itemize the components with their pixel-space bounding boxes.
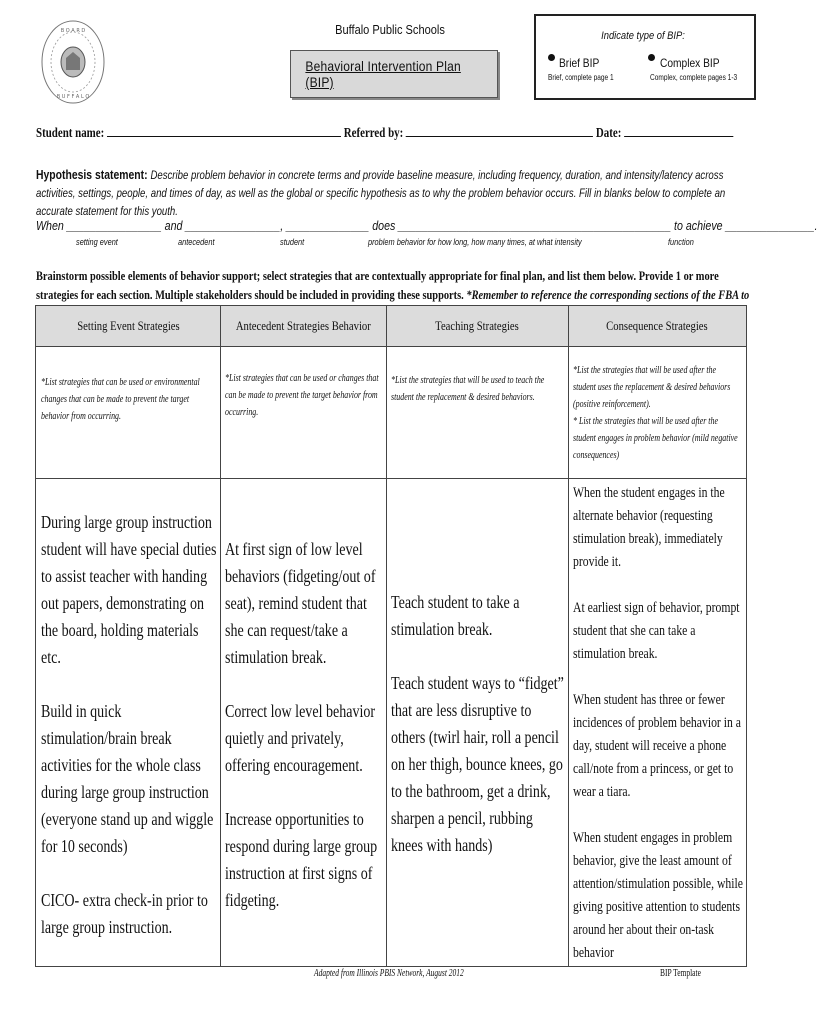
antecedent-blank[interactable]: ________________,: [185, 218, 284, 233]
hypothesis-fill-line: [36, 218, 817, 233]
sub-setting-event: setting event: [76, 237, 118, 247]
sub-problem-behavior: problem behavior for how long, how many times, at what intensity: [368, 237, 582, 247]
strategy-item: When student engages in problem behavior, give the least amount of attention/stimulation possible, while giving positive attention to students around her about their on-task behavior: [573, 830, 743, 961]
footer-template: BIP Template: [660, 968, 701, 979]
brief-bip-bullet[interactable]: [548, 54, 555, 61]
antecedent-strategies: [225, 536, 385, 914]
complex-bip-label: Complex BIP: [660, 56, 720, 70]
bip-title-box: [290, 50, 498, 98]
col-divider: [220, 306, 221, 966]
bip-title: Behavioral Intervention Plan (BIP): [305, 58, 461, 90]
date-label: Date:: [595, 126, 622, 141]
function-blank[interactable]: _______________.: [725, 218, 817, 233]
complex-bip-sub: Complex, complete pages 1-3: [650, 73, 738, 82]
consequence-strategies: [573, 482, 746, 965]
strategy-item: When the student engages in the alternate behavior (requesting stimulation break), immediately provide it.: [573, 485, 725, 570]
referred-by-field[interactable]: [406, 124, 593, 137]
header-antecedent: Antecedent Strategies Behavior: [235, 318, 371, 333]
col-divider: [568, 306, 569, 966]
hypothesis-instructions: Describe problem behavior in concrete terms and provide baseline measure, including frequency, duration, and intensity/latency across activities, settings, people, and times of day, as well as the global or specific hypothesis as to why the problem behavior occurs. Fill in blanks below to complete an accurate statement for this youth.: [36, 168, 726, 218]
svg-text:B U F F A L O: B U F F A L O: [56, 94, 90, 100]
brief-bip-label: Brief BIP: [559, 56, 600, 70]
header-teaching: Teaching Strategies: [435, 318, 519, 333]
hypothesis-statement: [36, 166, 740, 220]
bip-type-box: [534, 14, 756, 100]
instruction-consequence-positive: *List the strategies that will be used after the student uses the replacement & desired behaviors (positive reinforcement).: [573, 364, 731, 410]
referred-by-label: Referred by:: [343, 126, 404, 141]
strategy-item: At earliest sign of behavior, prompt student that she can take a stimulation break.: [573, 600, 740, 662]
setting-event-strategies: [41, 509, 217, 941]
brainstorm-note: *Remember to reference the corresponding sections of the FBA to: [466, 287, 750, 302]
strategy-item: Teach student ways to “fidget” that are less disruptive to others (twirl hair, roll a pencil on her thigh, bounce knees, go to the bathroom, get a drink, sharpen a pencil, rubbing knees with hands): [391, 673, 564, 855]
strategy-item: Teach student to take a stimulation break.: [391, 592, 520, 639]
does-word: does: [372, 218, 396, 233]
header-consequence: Consequence Strategies: [606, 318, 708, 333]
hypothesis-label: Hypothesis statement:: [36, 167, 148, 182]
strategy-item: Correct low level behavior quietly and privately, offering encouragement.: [225, 701, 376, 775]
sub-antecedent: antecedent: [178, 237, 215, 247]
instruction-setting-event: *List strategies that can be used or environmental changes that can be made to prevent the target behavior from occurring.: [41, 376, 200, 422]
student-name-field[interactable]: [107, 124, 341, 137]
brief-bip-sub: Brief, complete page 1: [548, 73, 614, 82]
strategy-table: [35, 305, 747, 967]
student-info-line: [36, 124, 733, 142]
strategy-item: During large group instruction student will have special duties to assist teacher with handing out papers, demonstrating on the board, holding materials etc.: [41, 512, 217, 667]
school-seal-logo: [40, 18, 106, 106]
teaching-strategies: [391, 589, 567, 859]
when-word: When: [36, 218, 64, 233]
and-word: and: [164, 218, 183, 233]
school-name: Buffalo Public Schools: [335, 22, 445, 37]
sub-function: function: [668, 237, 694, 247]
strategy-item: At first sign of low level behaviors (fidgeting/out of seat), remind student that she can request/take a stimulation break.: [225, 539, 376, 667]
strategy-item: Build in quick stimulation/brain break activities for the whole class during large group instruction (everyone stand up and wiggle for 10 seconds): [41, 701, 214, 856]
complex-bip-bullet[interactable]: [648, 54, 655, 61]
strategy-item: CICO- extra check-in prior to large group instruction.: [41, 890, 208, 937]
date-field[interactable]: [624, 124, 733, 137]
brainstorm-text: Brainstorm possible elements of behavior support; select strategies that are contextually appropriate for final plan, and list them below. Provide 1 or more strategies for each section. Multiple stakeholders should be included in providing these supports.: [36, 268, 719, 302]
strategy-item: Increase opportunities to respond during large group instruction at first signs of fidgeting.: [225, 809, 378, 910]
student-blank[interactable]: ______________: [286, 218, 370, 233]
instruction-consequence-negative: * List the strategies that will be used after the student engages in problem behavior (mild negative consequences): [573, 415, 738, 461]
row-divider: [36, 346, 746, 347]
row-divider: [36, 478, 746, 479]
problem-behavior-blank[interactable]: ______________________________________________: [398, 218, 672, 233]
footer-source: Adapted from Illinois PBIS Network, August 2012: [314, 968, 464, 979]
header-setting-event: Setting Event Strategies: [76, 318, 180, 333]
instruction-consequence: [573, 362, 740, 464]
bip-type-title: Indicate type of BIP:: [601, 30, 685, 42]
student-name-label: Student name:: [36, 126, 105, 141]
instruction-antecedent: *List strategies that can be used or changes that can be made to prevent the target behavior from occurring.: [225, 372, 379, 418]
setting-event-blank[interactable]: ________________: [66, 218, 162, 233]
svg-text:B O A R D: B O A R D: [60, 28, 86, 34]
sub-student: student: [280, 237, 305, 247]
instruction-teaching: *List the strategies that will be used to teach the student the replacement & desired behaviors.: [391, 374, 545, 403]
col-divider: [386, 306, 387, 966]
strategy-item: When student has three or fewer incidences of problem behavior in a day, student will receive a phone call/note from a princess, or get to wear a tiara.: [573, 692, 741, 800]
to-achieve-word: to achieve: [674, 218, 723, 233]
